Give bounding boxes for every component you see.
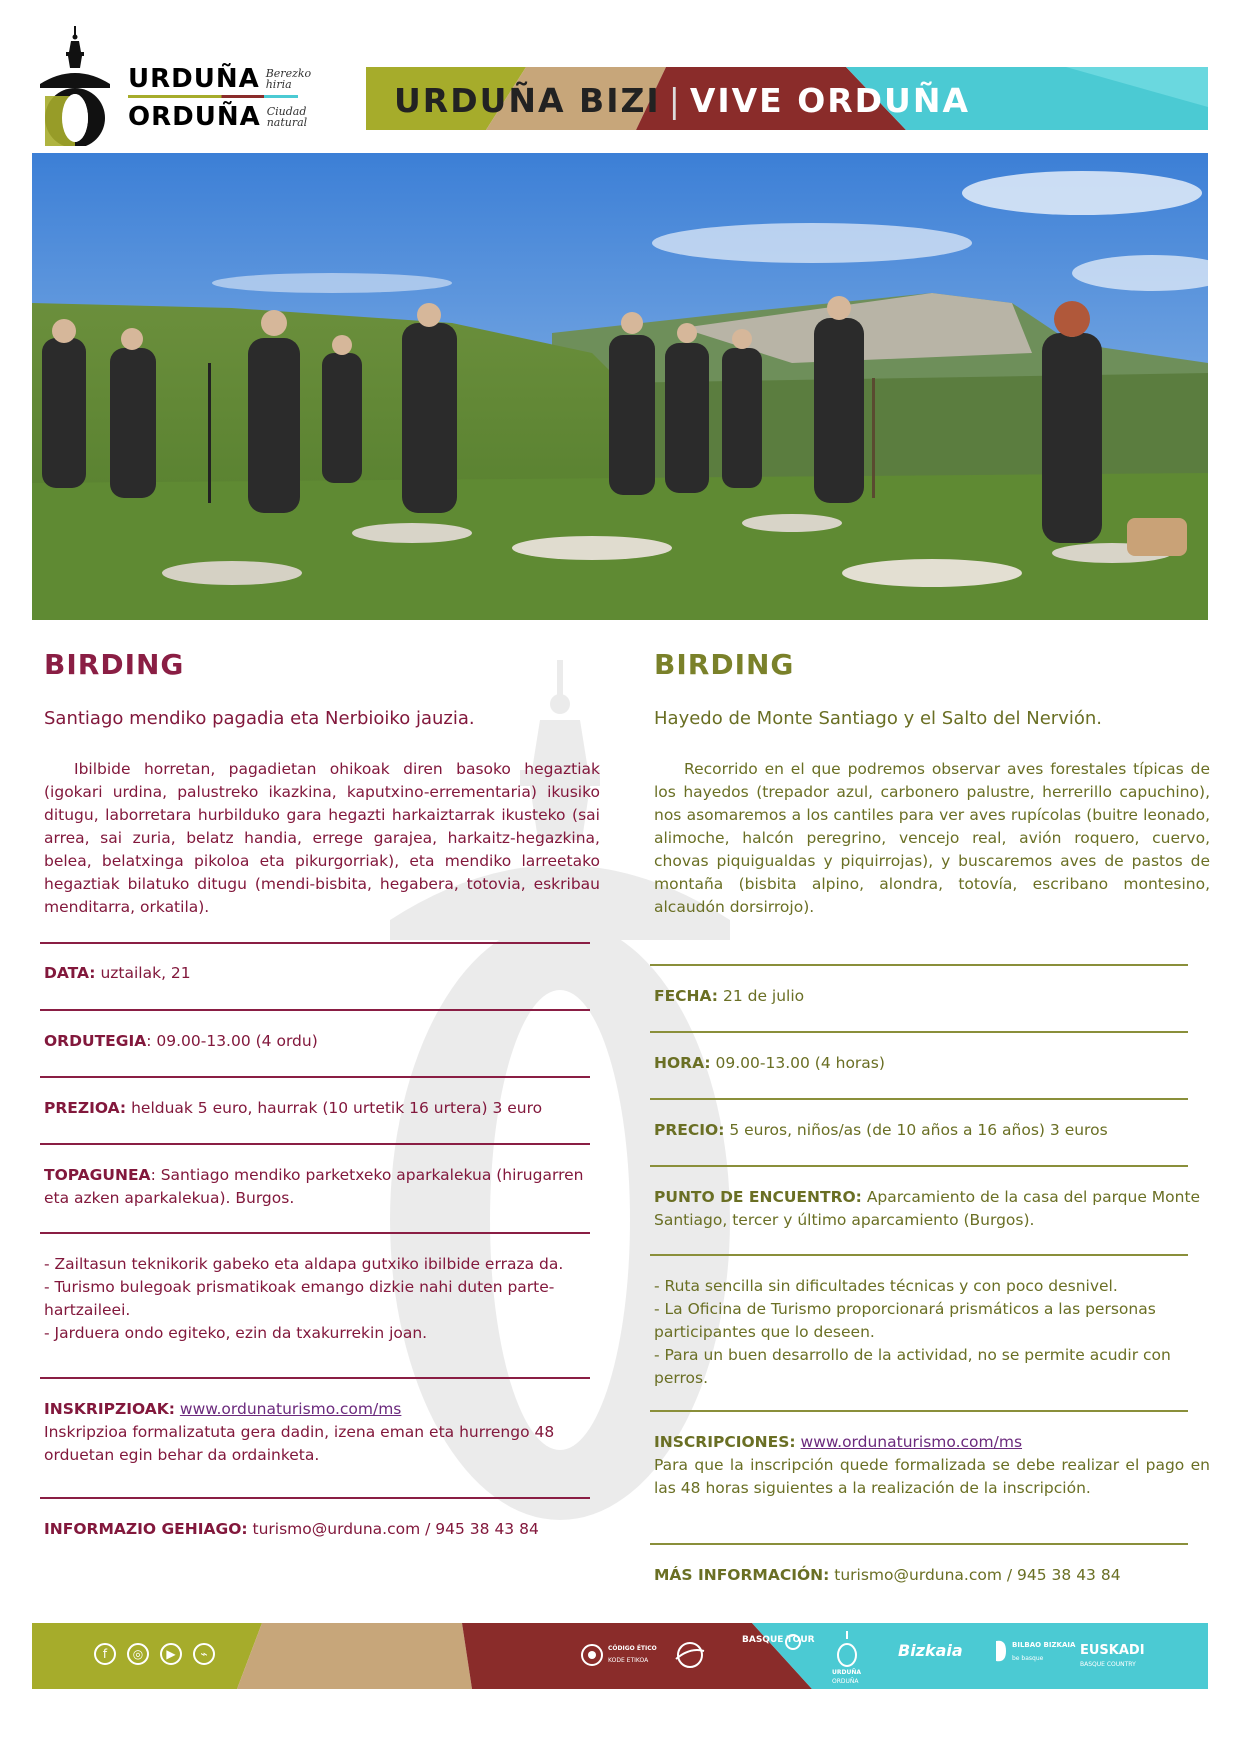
time-label-es: HORA:	[654, 1054, 711, 1072]
urduna-tower-icon	[836, 1631, 858, 1667]
sponsor-bilbao: BILBAO BIZKAIA	[1012, 1641, 1076, 1649]
info-label-es: MÁS INFORMACIÓN:	[654, 1566, 830, 1584]
brand-logo	[128, 64, 317, 132]
meeting-value-es: Aparcamiento de la casa del parque Monte Santiago, tercer y último aparcamiento (Burgos).	[654, 1188, 1201, 1229]
price-label-eu: PREZIOA:	[44, 1099, 127, 1117]
description-es: Recorrido en el que podremos observar aves forestales típicas de los hayedos (trepador azul, carbonero palustre, herrerillo capuchino), nos asomaremos a los cantiles para ver aves rupícolas (buitre leonado, alimoche, halcón peregrino, vencejo real, avión roquero, cuervo, chovas piquigualdas y piquirrojas), y buscaremos aves de pastos de montaña (bisbita alpino, alondra, totovía, escribano montesino, alcaudón dorsirrojo).	[654, 760, 1210, 916]
divider	[40, 1009, 590, 1011]
meeting-es	[654, 1186, 1210, 1232]
date-label-eu: DATA:	[44, 964, 96, 982]
date-es	[654, 985, 1210, 1008]
logo-tagline-eu: Berezko hiria	[265, 67, 312, 91]
instagram-icon[interactable]: ◎	[127, 1643, 149, 1665]
divider	[650, 1031, 1188, 1033]
web-icon[interactable]: ⌁	[193, 1643, 215, 1665]
facebook-icon[interactable]: f	[94, 1643, 116, 1665]
note-1-eu: - Zailtasun teknikorik gabeko eta aldapa gutxiko ibilbide erraza da.	[44, 1255, 564, 1273]
note-3-eu: - Jarduera ondo egiteko, ezin da txakurrekin joan.	[44, 1324, 428, 1342]
birdwatchers-photo	[32, 153, 1208, 620]
sponsor-urduna: URDUÑA	[832, 1669, 862, 1676]
divider	[40, 1076, 590, 1078]
signup-link-eu[interactable]: www.ordunaturismo.com/ms	[179, 1400, 402, 1418]
date-label-es: FECHA:	[654, 987, 719, 1005]
subtitle-es: Hayedo de Monte Santiago y el Salto del Nervión.	[654, 708, 1102, 729]
description-eu: Ibilbide horretan, pagadietan ohikoak diren basoko hegaztiak (igokari urdina, palustreko ikazkina, kaputxino-errementaria) ikusiko ditugu, laborretara hurbilduko gara hegazti harkaiztarrak ikusteko (sai arrea, sai zuria, belatz handia, errege garajea, harkaitz-hegazkina, belea, belatxinga pikoloa eta pikurgorriak), eta mendiko larreetako hegaztiak bilatuko ditugu (mendi-bisbita, hegabera, totovia, eskribau menditarra, orkatila).	[44, 760, 600, 916]
divider	[40, 1143, 590, 1145]
note-2-es: - La Oficina de Turismo proporcionará prismáticos a las personas participantes que lo deseen.	[654, 1300, 1156, 1341]
divider	[650, 1410, 1188, 1412]
sponsor-euskadi: EUSKADI	[1080, 1643, 1145, 1658]
note-3-es: - Para un buen desarrollo de la actividad, no se permite acudir con perros.	[654, 1346, 1171, 1387]
price-es	[654, 1119, 1210, 1142]
sponsor-bizkaia: Bizkaia	[898, 1641, 963, 1660]
price-value-eu: helduak 5 euro, haurrak (10 urtetik 16 urtera) 3 euro	[131, 1099, 543, 1117]
info-eu	[44, 1518, 600, 1541]
note-1-es: - Ruta sencilla sin dificultades técnicas y con poco desnivel.	[654, 1277, 1118, 1295]
price-label-es: PRECIO:	[654, 1121, 725, 1139]
banner-title	[394, 81, 970, 120]
heading-eu: BIRDING	[44, 648, 185, 681]
logo-divider	[128, 95, 298, 98]
ethics-code-icon	[580, 1643, 604, 1667]
note-2-eu: - Turismo bulegoak prismatikoak emango dizkie nahi duten parte-hartzaileei.	[44, 1278, 555, 1319]
orduna-tower-logo	[32, 26, 118, 146]
price-eu	[44, 1097, 600, 1120]
signup-text-eu: Inskripzioa formalizatuta gera dadin, izena eman eta hurrengo 48 orduetan egin behar da ordainketa.	[44, 1423, 555, 1464]
subtitle-eu: Santiago mendiko pagadia eta Nerbioiko jauzia.	[44, 708, 475, 729]
meeting-eu	[44, 1164, 600, 1210]
time-value-es: 09.00-13.00 (4 horas)	[715, 1054, 885, 1072]
divider	[40, 1232, 590, 1234]
divider	[650, 1098, 1188, 1100]
footer	[32, 1623, 1208, 1689]
meeting-value-eu: : Santiago mendiko parketxeko aparkalekua (hirugarren eta azken aparkalekua). Burgos.	[44, 1166, 584, 1207]
sponsor-codigo: CÓDIGO ÉTICO	[608, 1645, 657, 1652]
time-es	[654, 1052, 1210, 1075]
sponsor-bilbao-sub: be basque	[1012, 1655, 1044, 1662]
divider	[40, 942, 590, 944]
info-value-es: turismo@urduna.com / 945 38 43 84	[834, 1566, 1121, 1584]
info-value-eu: turismo@urduna.com / 945 38 43 84	[252, 1520, 539, 1538]
tourism-globe-icon	[672, 1639, 708, 1671]
divider	[40, 1497, 590, 1499]
divider	[650, 1254, 1188, 1256]
bilbao-bizkaia-icon	[994, 1637, 1008, 1665]
signup-label-eu: INSKRIPZIOAK:	[44, 1400, 175, 1418]
sponsor-urduna-sub: ORDUÑA	[832, 1678, 859, 1685]
heading-es: BIRDING	[654, 648, 795, 681]
sponsor-euskadi-sub: BASQUE COUNTRY	[1080, 1661, 1136, 1668]
signup-text-es: Para que la inscripción quede formalizada se debe realizar el pago en las 48 horas siguientes a la realización de la inscripción.	[654, 1456, 1210, 1497]
logo-tagline-es: Ciudad natural	[266, 105, 308, 129]
meeting-label-es: PUNTO DE ENCUENTRO:	[654, 1188, 862, 1206]
youtube-icon[interactable]: ▶	[160, 1643, 182, 1665]
logo-name-es: ORDUÑA	[128, 102, 261, 132]
date-eu	[44, 962, 600, 985]
meeting-label-eu: TOPAGUNEA	[44, 1166, 151, 1184]
time-label-eu: ORDUTEGIA	[44, 1032, 147, 1050]
divider	[650, 1543, 1188, 1545]
signup-link-es[interactable]: www.ordunaturismo.com/ms	[800, 1433, 1023, 1451]
time-eu	[44, 1030, 600, 1053]
sponsor-basque-tour: BASQUE TOUR	[742, 1635, 815, 1645]
signup-es	[654, 1431, 1210, 1454]
date-value-es: 21 de julio	[722, 987, 805, 1005]
divider	[40, 1377, 590, 1379]
info-label-eu: INFORMAZIO GEHIAGO:	[44, 1520, 248, 1538]
sponsor-codigo-sub: KODE ETIKOA	[608, 1657, 649, 1664]
signup-eu	[44, 1398, 600, 1421]
info-es	[654, 1564, 1210, 1587]
price-value-es: 5 euros, niños/as (de 10 años a 16 años) 3 euros	[729, 1121, 1108, 1139]
basque-tour-icon	[784, 1633, 802, 1651]
logo-name-eu: URDUÑA	[128, 64, 260, 94]
date-value-eu: uztailak, 21	[100, 964, 191, 982]
banner-title-es: VIVE ORDUÑA	[689, 81, 971, 120]
signup-label-es: INSCRIPCIONES:	[654, 1433, 796, 1451]
banner-separator: |	[668, 81, 682, 120]
divider	[650, 964, 1188, 966]
time-value-eu: : 09.00-13.00 (4 ordu)	[146, 1032, 318, 1050]
banner-title-eu: URDUÑA BIZI	[394, 81, 661, 120]
divider	[650, 1165, 1188, 1167]
title-banner	[366, 67, 1208, 130]
